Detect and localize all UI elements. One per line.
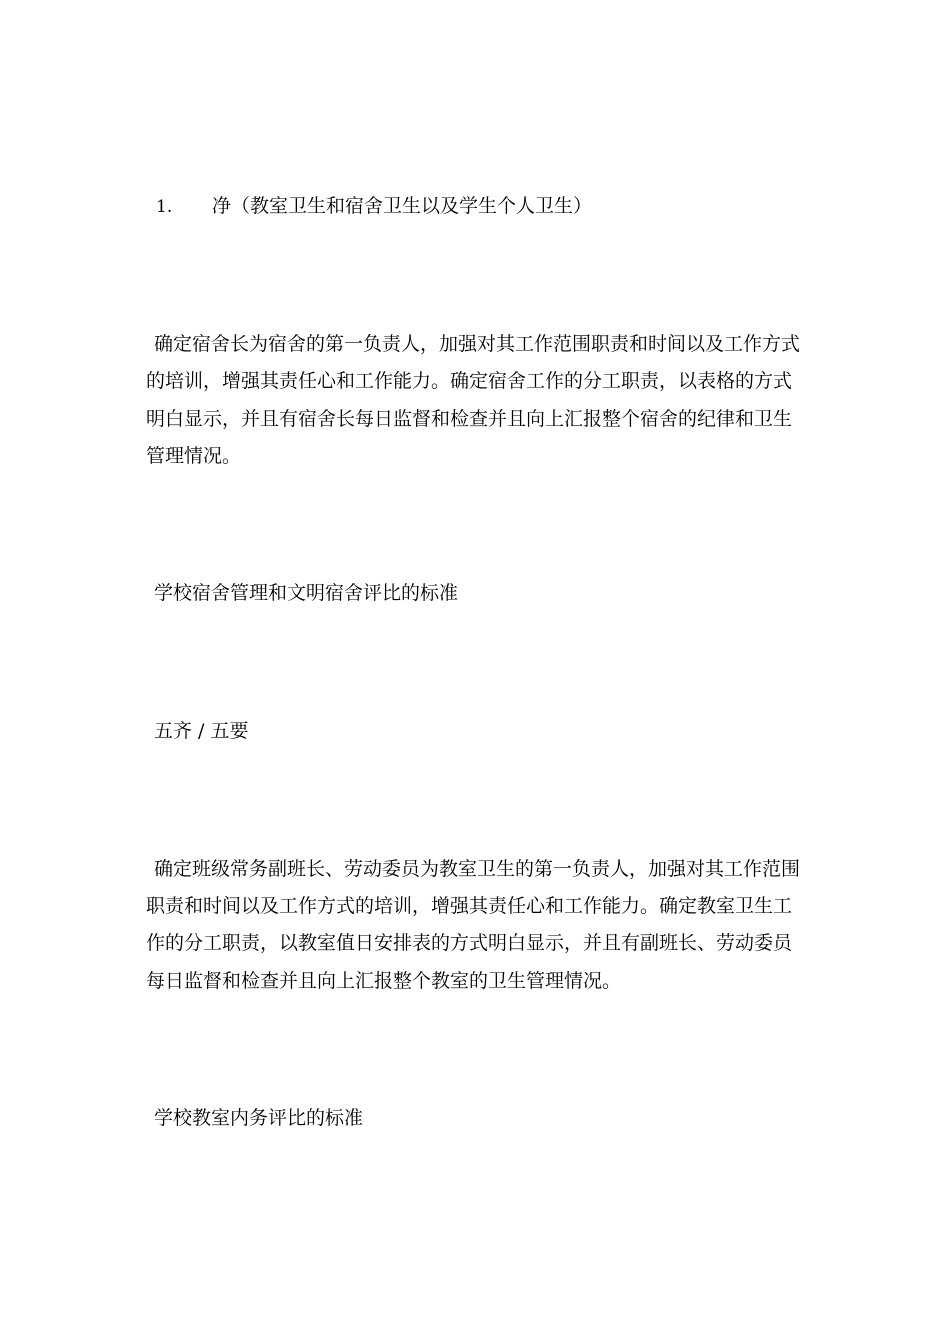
classroom-paragraph-line-1: 确定班级常务副班长、劳动委员为教室卫生的第一负责人，加强对其工作范围 xyxy=(154,858,801,880)
dorm-paragraph-line-2: 的培训，增强其责任心和工作能力。确定宿舍工作的分工职责，以表格的方式 xyxy=(146,370,793,392)
dorm-paragraph-line-1: 确定宿舍长为宿舍的第一负责人，加强对其工作范围职责和时间以及工作方式 xyxy=(154,333,801,355)
list-item-heading: 净（教室卫生和宿舍卫生以及学生个人卫生） xyxy=(212,195,593,217)
dorm-paragraph-line-4: 管理情况。 xyxy=(146,445,242,467)
dorm-standard-heading: 学校宿舍管理和文明宿舍评比的标准 xyxy=(154,582,459,604)
dorm-paragraph-line-3: 明白显示，并且有宿舍长每日监督和检查并且向上汇报整个宿舍的纪律和卫生 xyxy=(146,408,793,430)
five-requirements-heading: 五齐 / 五要 xyxy=(154,720,249,742)
classroom-paragraph-line-4: 每日监督和检查并且向上汇报整个教室的卫生管理情况。 xyxy=(146,970,622,992)
classroom-standard-heading: 学校教室内务评比的标准 xyxy=(154,1107,364,1129)
classroom-paragraph-line-2: 职责和时间以及工作方式的培训，增强其责任心和工作能力。确定教室卫生工 xyxy=(146,895,793,917)
classroom-paragraph-line-3: 作的分工职责，以教室值日安排表的方式明白显示，并且有副班长、劳动委员 xyxy=(146,932,793,954)
list-item-number: 1. xyxy=(156,197,173,217)
